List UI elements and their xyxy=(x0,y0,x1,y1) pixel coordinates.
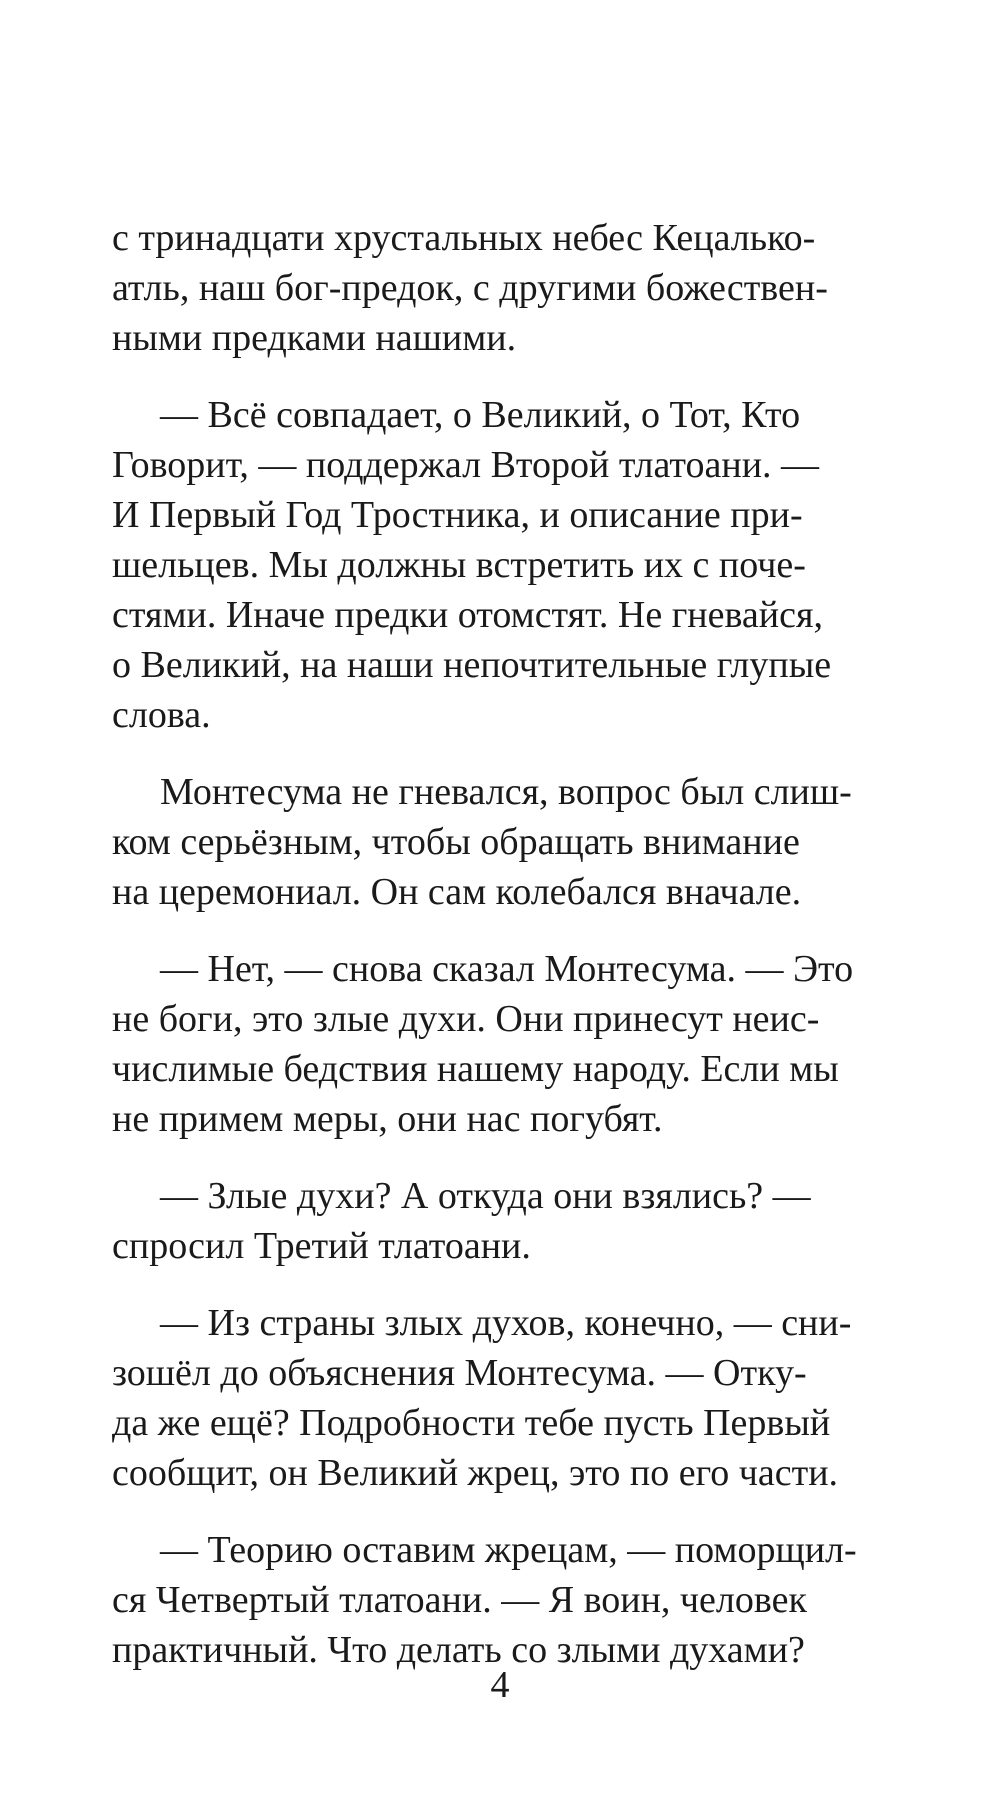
paragraph xyxy=(112,1298,882,1498)
paragraph xyxy=(112,390,882,740)
text-line: зошёл до объяснения Монтесума. — Отку- xyxy=(112,1352,807,1394)
text-line: не примем меры, они нас погубят. xyxy=(112,1098,663,1140)
text-line: сообщит, он Великий жрец, это по его части. xyxy=(112,1452,839,1494)
text-line: слова. xyxy=(112,694,211,736)
text-line: И Первый Год Тростника, и описание при- xyxy=(112,494,803,536)
body-text xyxy=(112,213,882,1702)
text-line: практичный. Что делать со злыми духами? xyxy=(112,1629,805,1671)
text-line: Монтесума не гневался, вопрос был слиш- xyxy=(160,771,852,813)
text-line: ся Четвертый тлатоани. — Я воин, человек xyxy=(112,1579,807,1621)
text-line: — Теорию оставим жрецам, — поморщил- xyxy=(160,1529,857,1571)
text-line: шельцев. Мы должны встретить их с поче- xyxy=(112,544,806,586)
text-line: стями. Иначе предки отомстят. Не гневайся, xyxy=(112,594,823,636)
text-line: — Из страны злых духов, конечно, — сни- xyxy=(160,1302,852,1344)
text-line: не боги, это злые духи. Они принесут неис- xyxy=(112,998,820,1040)
paragraph xyxy=(112,1525,882,1675)
text-line: Говорит, — поддержал Второй тлатоани. — xyxy=(112,444,820,486)
text-line: да же ещё? Подробности тебе пусть Первый xyxy=(112,1402,831,1444)
text-line: — Злые духи? А откуда они взялись? — xyxy=(160,1175,811,1217)
text-line: ными предками нашими. xyxy=(112,317,517,359)
paragraph xyxy=(112,213,882,363)
text-line: числимые бедствия нашему народу. Если мы xyxy=(112,1048,839,1090)
paragraph xyxy=(112,944,882,1144)
text-line: на церемониал. Он сам колебался вначале. xyxy=(112,871,802,913)
text-line: спросил Третий тлатоани. xyxy=(112,1225,531,1267)
paragraph xyxy=(112,767,882,917)
page-number: 4 xyxy=(490,1664,510,1706)
paragraph xyxy=(112,1171,882,1271)
text-line: с тринадцати хрустальных небес Кецалько- xyxy=(112,217,816,259)
text-line: — Всё совпадает, о Великий, о Тот, Кто xyxy=(160,394,801,436)
text-line: о Великий, на наши непочтительные глупые xyxy=(112,644,832,686)
text-line: ком серьёзным, чтобы обращать внимание xyxy=(112,821,800,863)
text-line: — Нет, — снова сказал Монтесума. — Это xyxy=(160,948,854,990)
text-line: атль, наш бог-предок, с другими божествен- xyxy=(112,267,828,309)
